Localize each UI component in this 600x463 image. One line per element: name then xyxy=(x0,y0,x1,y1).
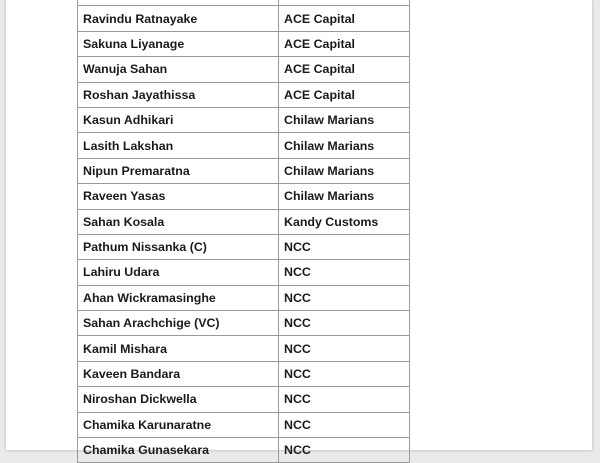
club-cell: NCC xyxy=(279,234,410,259)
club-cell: ACE Capital xyxy=(279,57,410,82)
player-name-cell: Roshan Jayathissa xyxy=(78,82,279,107)
club-cell: ACE Capital xyxy=(279,31,410,56)
club-cell: NCC xyxy=(279,387,410,412)
player-name-cell: Raveen Yasas xyxy=(78,184,279,209)
player-name-cell: Sahan Kosala xyxy=(78,209,279,234)
club-cell: NCC xyxy=(279,361,410,386)
table-row xyxy=(78,82,410,107)
player-name-cell: Ravindu Ratnayake xyxy=(78,6,279,31)
table-row xyxy=(78,184,410,209)
player-name-cell: Lasith Lakshan xyxy=(78,133,279,158)
table-row xyxy=(78,387,410,412)
club-cell: NCC xyxy=(279,285,410,310)
club-cell: Chilaw Marians xyxy=(279,184,410,209)
club-cell: NCC xyxy=(279,438,410,463)
player-name-cell: Chamika Gunasekara xyxy=(78,438,279,463)
document-page xyxy=(6,0,592,458)
player-name-cell: Lahiru Udara xyxy=(78,260,279,285)
table-row xyxy=(78,234,410,259)
player-name-cell: Sahan Arachchige (VC) xyxy=(78,311,279,336)
player-name-cell: Niroshan Dickwella xyxy=(78,387,279,412)
club-cell: ACE Capital xyxy=(279,82,410,107)
player-name-cell: Pathum Nissanka (C) xyxy=(78,234,279,259)
player-name-cell: Kamil Mishara xyxy=(78,336,279,361)
table-row xyxy=(78,6,410,31)
table-row xyxy=(78,260,410,285)
club-cell: ACE Capital xyxy=(279,6,410,31)
club-cell: Chilaw Marians xyxy=(279,158,410,183)
table-row xyxy=(78,57,410,82)
table-row xyxy=(78,311,410,336)
table-row xyxy=(78,133,410,158)
player-name-cell: Kaveen Bandara xyxy=(78,361,279,386)
club-cell: NCC xyxy=(279,412,410,437)
table-row xyxy=(78,107,410,132)
table-row xyxy=(78,209,410,234)
club-cell: NCC xyxy=(279,336,410,361)
player-name-cell: Wanuja Sahan xyxy=(78,57,279,82)
club-cell: Chilaw Marians xyxy=(279,133,410,158)
table-row xyxy=(78,31,410,56)
table-row xyxy=(78,361,410,386)
table-row xyxy=(78,285,410,310)
player-name-cell: Sakuna Liyanage xyxy=(78,31,279,56)
player-name-cell: Ahan Wickramasinghe xyxy=(78,285,279,310)
table-row xyxy=(78,438,410,463)
player-name-cell: Kasun Adhikari xyxy=(78,107,279,132)
squad-table-body xyxy=(78,0,410,463)
player-name-cell: Nipun Premaratna xyxy=(78,158,279,183)
table-row xyxy=(78,158,410,183)
club-cell: Kandy Customs xyxy=(279,209,410,234)
table-row xyxy=(78,336,410,361)
player-name-cell: Chamika Karunaratne xyxy=(78,412,279,437)
squad-table xyxy=(77,0,410,463)
table-row xyxy=(78,412,410,437)
club-cell: Chilaw Marians xyxy=(279,107,410,132)
club-cell: NCC xyxy=(279,260,410,285)
club-cell: NCC xyxy=(279,311,410,336)
